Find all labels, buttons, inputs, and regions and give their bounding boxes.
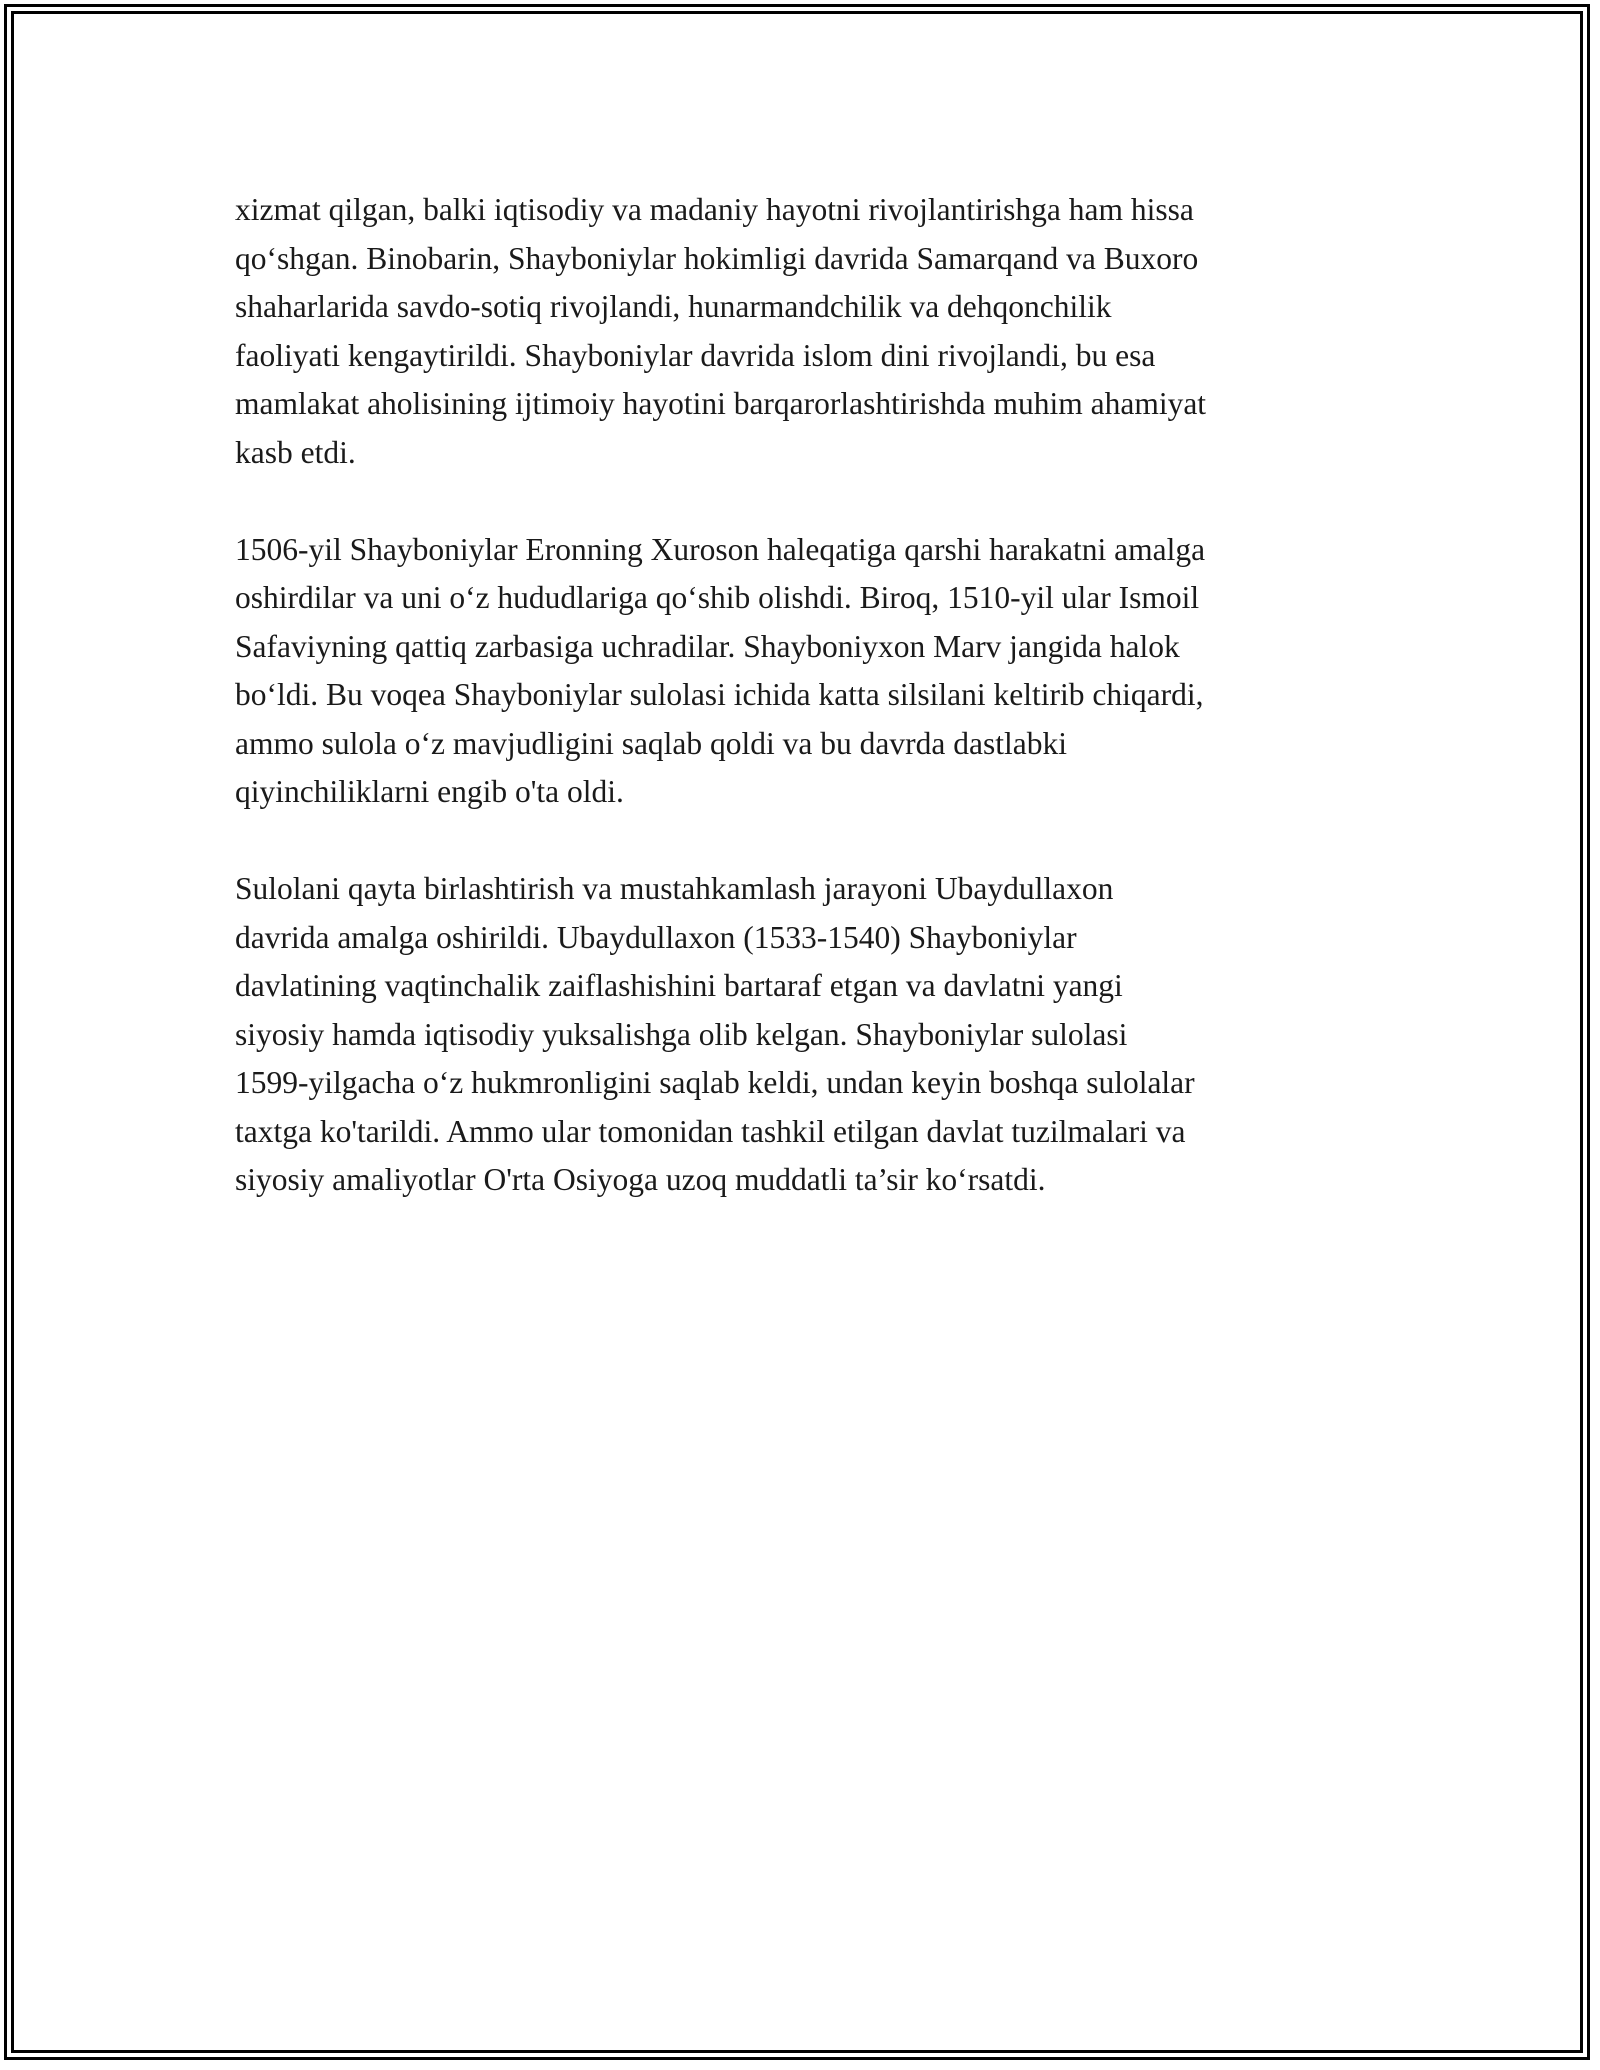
text-line: oshirdilar va uni o‘z hududlariga qo‘shib olishdi. Biroq, 1510-yil ular Ismoil bbox=[235, 580, 1200, 615]
text-line: Sulolani qayta birlashtirish va mustahkamlash jarayoni Ubaydullaxon bbox=[235, 871, 1114, 906]
text-line: davlatining vaqtinchalik zaiflashishini bartaraf etgan va davlatni yangi bbox=[235, 968, 1123, 1003]
text-line: qo‘shgan. Binobarin, Shayboniylar hokimligi davrida Samarqand va Buxoro bbox=[235, 240, 1199, 276]
paragraph-3 bbox=[235, 865, 1370, 1205]
text-line: ammo sulola o‘z mavjudligini saqlab qoldi va bu davrda dastlabki bbox=[235, 725, 1067, 761]
text-line: bo‘ldi. Bu voqea Shayboniylar sulolasi ichida katta silsilani keltirib chiqardi, bbox=[235, 677, 1204, 712]
paragraph-1 bbox=[235, 186, 1370, 477]
text-line: shaharlarida savdo-sotiq rivojlandi, hunarmandchilik va dehqonchilik bbox=[235, 289, 1112, 324]
text-line: kasb etdi. bbox=[235, 434, 356, 470]
text-line: 1599-yilgacha o‘z hukmronligini saqlab keldi, undan keyin boshqa sulolalar bbox=[235, 1065, 1195, 1100]
text-line: taxtga ko'tarildi. Ammo ular tomonidan tashkil etilgan davlat tuzilmalari va bbox=[235, 1113, 1186, 1149]
text-line: Safaviyning qattiq zarbasiga uchradilar. Shayboniyxon Marv jangida halok bbox=[235, 628, 1180, 664]
text-line: siyosiy amaliyotlar O'rta Osiyoga uzoq muddatli ta’sir ko‘rsatdi. bbox=[235, 1162, 1046, 1197]
text-line: siyosiy hamda iqtisodiy yuksalishga olib kelgan. Shayboniylar sulolasi bbox=[235, 1016, 1128, 1052]
document-body bbox=[235, 186, 1370, 1253]
text-line: faoliyati kengaytirildi. Shayboniylar davrida islom dini rivojlandi, bu esa bbox=[235, 337, 1156, 373]
text-line: davrida amalga oshirildi. Ubaydullaxon (1533-1540) Shayboniylar bbox=[235, 919, 1077, 955]
text-line: mamlakat aholisining ijtimoiy hayotini barqarorlashtirishda muhim ahamiyat bbox=[235, 386, 1207, 421]
text-line: qiyinchiliklarni engib o'ta oldi. bbox=[235, 774, 624, 809]
text-line: 1506-yil Shayboniylar Eronning Xuroson haleqatiga qarshi harakatni amalga bbox=[235, 531, 1206, 567]
paragraph-2 bbox=[235, 526, 1370, 817]
text-line: xizmat qilgan, balki iqtisodiy va madaniy hayotni rivojlantirishga ham hissa bbox=[235, 192, 1194, 227]
